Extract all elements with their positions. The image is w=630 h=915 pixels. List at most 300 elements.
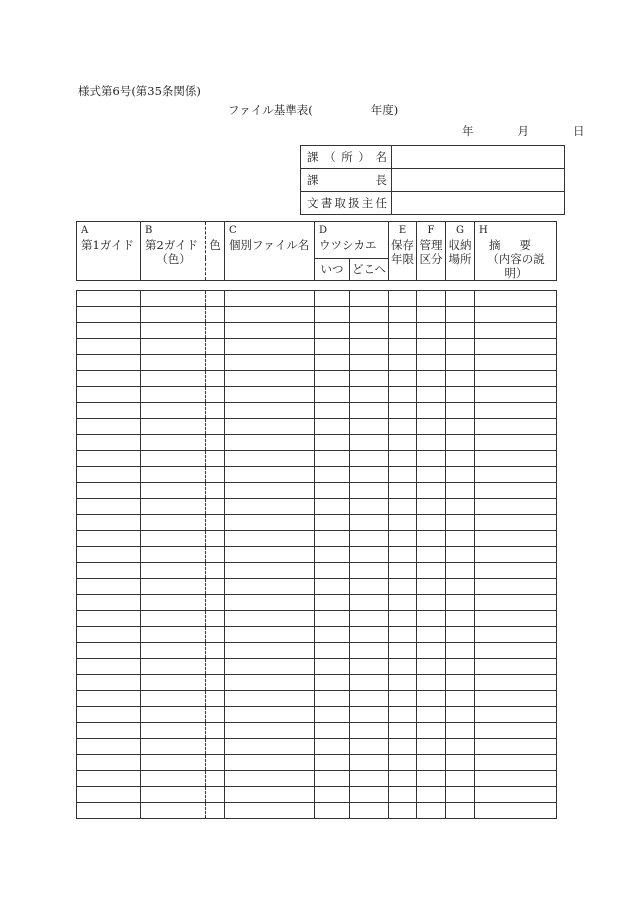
cell-col-h[interactable] (475, 675, 557, 691)
cell-col-f[interactable] (417, 355, 446, 371)
cell-col-a[interactable] (77, 755, 141, 771)
cell-col-d-where[interactable] (350, 627, 389, 643)
cell-col-c[interactable] (225, 659, 315, 675)
cell-col-e[interactable] (389, 595, 417, 611)
cell-col-b[interactable] (141, 515, 206, 531)
cell-col-color[interactable] (206, 595, 225, 611)
cell-col-color[interactable] (206, 691, 225, 707)
cell-col-color[interactable] (206, 787, 225, 803)
cell-col-f[interactable] (417, 755, 446, 771)
cell-col-d-where[interactable] (350, 355, 389, 371)
cell-col-f[interactable] (417, 643, 446, 659)
cell-col-c[interactable] (225, 387, 315, 403)
cell-col-c[interactable] (225, 339, 315, 355)
cell-col-f[interactable] (417, 323, 446, 339)
cell-col-h[interactable] (475, 803, 557, 819)
cell-col-c[interactable] (225, 691, 315, 707)
cell-col-h[interactable] (475, 771, 557, 787)
cell-col-e[interactable] (389, 451, 417, 467)
cell-col-d-where[interactable] (350, 739, 389, 755)
cell-col-d-where[interactable] (350, 483, 389, 499)
cell-col-a[interactable] (77, 467, 141, 483)
cell-col-h[interactable] (475, 659, 557, 675)
cell-col-b[interactable] (141, 659, 206, 675)
cell-col-b[interactable] (141, 547, 206, 563)
cell-col-g[interactable] (446, 595, 475, 611)
cell-col-d-when[interactable] (315, 467, 350, 483)
cell-col-d-where[interactable] (350, 339, 389, 355)
cell-col-color[interactable] (206, 371, 225, 387)
cell-col-d-when[interactable] (315, 531, 350, 547)
cell-col-e[interactable] (389, 307, 417, 323)
cell-col-c[interactable] (225, 611, 315, 627)
cell-col-a[interactable] (77, 803, 141, 819)
cell-col-g[interactable] (446, 371, 475, 387)
cell-col-g[interactable] (446, 499, 475, 515)
cell-col-g[interactable] (446, 675, 475, 691)
cell-col-e[interactable] (389, 435, 417, 451)
cell-col-d-where[interactable] (350, 307, 389, 323)
cell-col-d-when[interactable] (315, 611, 350, 627)
cell-col-e[interactable] (389, 659, 417, 675)
cell-col-b[interactable] (141, 403, 206, 419)
cell-col-c[interactable] (225, 515, 315, 531)
cell-col-h[interactable] (475, 515, 557, 531)
cell-col-c[interactable] (225, 403, 315, 419)
cell-col-b[interactable] (141, 611, 206, 627)
cell-col-color[interactable] (206, 307, 225, 323)
cell-col-color[interactable] (206, 355, 225, 371)
cell-col-d-when[interactable] (315, 707, 350, 723)
cell-col-g[interactable] (446, 531, 475, 547)
cell-col-c[interactable] (225, 547, 315, 563)
cell-col-b[interactable] (141, 755, 206, 771)
cell-col-h[interactable] (475, 467, 557, 483)
cell-col-d-when[interactable] (315, 483, 350, 499)
cell-col-d-where[interactable] (350, 579, 389, 595)
cell-col-f[interactable] (417, 419, 446, 435)
cell-col-b[interactable] (141, 627, 206, 643)
cell-col-g[interactable] (446, 803, 475, 819)
cell-col-a[interactable] (77, 355, 141, 371)
cell-col-e[interactable] (389, 675, 417, 691)
cell-col-d-when[interactable] (315, 627, 350, 643)
cell-col-e[interactable] (389, 531, 417, 547)
cell-col-a[interactable] (77, 435, 141, 451)
cell-col-color[interactable] (206, 531, 225, 547)
cell-col-g[interactable] (446, 643, 475, 659)
cell-col-f[interactable] (417, 547, 446, 563)
cell-col-color[interactable] (206, 659, 225, 675)
cell-col-a[interactable] (77, 339, 141, 355)
cell-col-e[interactable] (389, 611, 417, 627)
cell-col-d-where[interactable] (350, 675, 389, 691)
cell-col-color[interactable] (206, 515, 225, 531)
cell-col-f[interactable] (417, 771, 446, 787)
cell-col-c[interactable] (225, 499, 315, 515)
cell-col-b[interactable] (141, 467, 206, 483)
cell-col-c[interactable] (225, 531, 315, 547)
cell-col-b[interactable] (141, 387, 206, 403)
cell-col-h[interactable] (475, 563, 557, 579)
cell-col-c[interactable] (225, 771, 315, 787)
cell-col-f[interactable] (417, 339, 446, 355)
cell-col-d-where[interactable] (350, 323, 389, 339)
cell-col-d-where[interactable] (350, 659, 389, 675)
cell-col-d-when[interactable] (315, 579, 350, 595)
cell-col-d-when[interactable] (315, 355, 350, 371)
cell-col-c[interactable] (225, 595, 315, 611)
cell-col-color[interactable] (206, 467, 225, 483)
cell-col-a[interactable] (77, 643, 141, 659)
cell-col-d-where[interactable] (350, 803, 389, 819)
cell-col-e[interactable] (389, 419, 417, 435)
document-manager-field[interactable] (392, 192, 565, 215)
cell-col-f[interactable] (417, 659, 446, 675)
cell-col-d-where[interactable] (350, 403, 389, 419)
cell-col-h[interactable] (475, 691, 557, 707)
cell-col-a[interactable] (77, 499, 141, 515)
cell-col-f[interactable] (417, 307, 446, 323)
cell-col-b[interactable] (141, 707, 206, 723)
cell-col-e[interactable] (389, 403, 417, 419)
cell-col-d-when[interactable] (315, 323, 350, 339)
cell-col-g[interactable] (446, 691, 475, 707)
cell-col-c[interactable] (225, 307, 315, 323)
cell-col-d-when[interactable] (315, 739, 350, 755)
cell-col-d-where[interactable] (350, 723, 389, 739)
cell-col-color[interactable] (206, 643, 225, 659)
cell-col-e[interactable] (389, 691, 417, 707)
cell-col-d-when[interactable] (315, 291, 350, 307)
cell-col-h[interactable] (475, 339, 557, 355)
cell-col-color[interactable] (206, 739, 225, 755)
cell-col-f[interactable] (417, 595, 446, 611)
cell-col-a[interactable] (77, 291, 141, 307)
cell-col-b[interactable] (141, 595, 206, 611)
cell-col-h[interactable] (475, 387, 557, 403)
cell-col-color[interactable] (206, 723, 225, 739)
cell-col-a[interactable] (77, 531, 141, 547)
cell-col-f[interactable] (417, 675, 446, 691)
cell-col-f[interactable] (417, 483, 446, 499)
cell-col-a[interactable] (77, 691, 141, 707)
section-name-field[interactable] (392, 146, 565, 169)
cell-col-c[interactable] (225, 803, 315, 819)
cell-col-g[interactable] (446, 355, 475, 371)
cell-col-c[interactable] (225, 419, 315, 435)
cell-col-c[interactable] (225, 723, 315, 739)
cell-col-b[interactable] (141, 307, 206, 323)
cell-col-a[interactable] (77, 403, 141, 419)
cell-col-e[interactable] (389, 483, 417, 499)
cell-col-e[interactable] (389, 563, 417, 579)
cell-col-h[interactable] (475, 323, 557, 339)
cell-col-h[interactable] (475, 355, 557, 371)
cell-col-d-where[interactable] (350, 595, 389, 611)
cell-col-color[interactable] (206, 675, 225, 691)
cell-col-a[interactable] (77, 419, 141, 435)
cell-col-c[interactable] (225, 483, 315, 499)
cell-col-a[interactable] (77, 659, 141, 675)
cell-col-d-when[interactable] (315, 451, 350, 467)
cell-col-e[interactable] (389, 323, 417, 339)
cell-col-e[interactable] (389, 387, 417, 403)
cell-col-b[interactable] (141, 643, 206, 659)
cell-col-e[interactable] (389, 467, 417, 483)
cell-col-g[interactable] (446, 707, 475, 723)
cell-col-h[interactable] (475, 707, 557, 723)
cell-col-c[interactable] (225, 707, 315, 723)
cell-col-f[interactable] (417, 563, 446, 579)
cell-col-g[interactable] (446, 515, 475, 531)
cell-col-b[interactable] (141, 291, 206, 307)
cell-col-b[interactable] (141, 483, 206, 499)
cell-col-g[interactable] (446, 739, 475, 755)
cell-col-d-when[interactable] (315, 387, 350, 403)
cell-col-e[interactable] (389, 339, 417, 355)
cell-col-color[interactable] (206, 435, 225, 451)
cell-col-b[interactable] (141, 355, 206, 371)
cell-col-g[interactable] (446, 307, 475, 323)
cell-col-d-when[interactable] (315, 803, 350, 819)
cell-col-b[interactable] (141, 691, 206, 707)
cell-col-b[interactable] (141, 675, 206, 691)
cell-col-b[interactable] (141, 419, 206, 435)
cell-col-h[interactable] (475, 611, 557, 627)
cell-col-g[interactable] (446, 339, 475, 355)
cell-col-h[interactable] (475, 451, 557, 467)
cell-col-g[interactable] (446, 387, 475, 403)
cell-col-h[interactable] (475, 419, 557, 435)
cell-col-color[interactable] (206, 339, 225, 355)
cell-col-d-when[interactable] (315, 419, 350, 435)
cell-col-d-where[interactable] (350, 387, 389, 403)
cell-col-e[interactable] (389, 547, 417, 563)
cell-col-e[interactable] (389, 515, 417, 531)
cell-col-color[interactable] (206, 547, 225, 563)
cell-col-d-where[interactable] (350, 291, 389, 307)
cell-col-d-when[interactable] (315, 307, 350, 323)
cell-col-d-where[interactable] (350, 435, 389, 451)
cell-col-h[interactable] (475, 547, 557, 563)
cell-col-f[interactable] (417, 579, 446, 595)
cell-col-b[interactable] (141, 499, 206, 515)
cell-col-color[interactable] (206, 499, 225, 515)
cell-col-f[interactable] (417, 515, 446, 531)
cell-col-g[interactable] (446, 755, 475, 771)
cell-col-d-when[interactable] (315, 771, 350, 787)
cell-col-d-where[interactable] (350, 611, 389, 627)
cell-col-f[interactable] (417, 723, 446, 739)
cell-col-a[interactable] (77, 547, 141, 563)
cell-col-e[interactable] (389, 755, 417, 771)
cell-col-b[interactable] (141, 739, 206, 755)
cell-col-g[interactable] (446, 451, 475, 467)
cell-col-f[interactable] (417, 451, 446, 467)
cell-col-a[interactable] (77, 371, 141, 387)
cell-col-e[interactable] (389, 723, 417, 739)
cell-col-c[interactable] (225, 579, 315, 595)
cell-col-c[interactable] (225, 355, 315, 371)
cell-col-e[interactable] (389, 787, 417, 803)
cell-col-d-where[interactable] (350, 531, 389, 547)
cell-col-d-where[interactable] (350, 515, 389, 531)
cell-col-h[interactable] (475, 787, 557, 803)
cell-col-c[interactable] (225, 371, 315, 387)
cell-col-d-where[interactable] (350, 419, 389, 435)
cell-col-g[interactable] (446, 659, 475, 675)
cell-col-c[interactable] (225, 467, 315, 483)
cell-col-g[interactable] (446, 323, 475, 339)
cell-col-color[interactable] (206, 451, 225, 467)
cell-col-f[interactable] (417, 403, 446, 419)
cell-col-a[interactable] (77, 787, 141, 803)
cell-col-h[interactable] (475, 531, 557, 547)
cell-col-color[interactable] (206, 627, 225, 643)
cell-col-h[interactable] (475, 755, 557, 771)
cell-col-h[interactable] (475, 579, 557, 595)
cell-col-h[interactable] (475, 307, 557, 323)
cell-col-color[interactable] (206, 419, 225, 435)
cell-col-c[interactable] (225, 675, 315, 691)
cell-col-h[interactable] (475, 483, 557, 499)
cell-col-d-where[interactable] (350, 787, 389, 803)
cell-col-color[interactable] (206, 755, 225, 771)
cell-col-color[interactable] (206, 291, 225, 307)
cell-col-d-where[interactable] (350, 547, 389, 563)
cell-col-d-where[interactable] (350, 691, 389, 707)
cell-col-g[interactable] (446, 579, 475, 595)
cell-col-d-when[interactable] (315, 339, 350, 355)
cell-col-b[interactable] (141, 371, 206, 387)
cell-col-c[interactable] (225, 627, 315, 643)
cell-col-g[interactable] (446, 723, 475, 739)
cell-col-a[interactable] (77, 627, 141, 643)
cell-col-c[interactable] (225, 755, 315, 771)
cell-col-e[interactable] (389, 771, 417, 787)
cell-col-color[interactable] (206, 403, 225, 419)
cell-col-e[interactable] (389, 579, 417, 595)
cell-col-h[interactable] (475, 643, 557, 659)
cell-col-d-where[interactable] (350, 707, 389, 723)
cell-col-a[interactable] (77, 483, 141, 499)
cell-col-h[interactable] (475, 435, 557, 451)
cell-col-g[interactable] (446, 403, 475, 419)
cell-col-color[interactable] (206, 563, 225, 579)
cell-col-d-when[interactable] (315, 595, 350, 611)
cell-col-d-when[interactable] (315, 675, 350, 691)
cell-col-d-when[interactable] (315, 403, 350, 419)
cell-col-d-when[interactable] (315, 659, 350, 675)
cell-col-f[interactable] (417, 787, 446, 803)
cell-col-d-where[interactable] (350, 643, 389, 659)
cell-col-d-where[interactable] (350, 499, 389, 515)
cell-col-a[interactable] (77, 323, 141, 339)
cell-col-a[interactable] (77, 739, 141, 755)
cell-col-h[interactable] (475, 403, 557, 419)
cell-col-a[interactable] (77, 675, 141, 691)
cell-col-a[interactable] (77, 451, 141, 467)
cell-col-g[interactable] (446, 563, 475, 579)
cell-col-h[interactable] (475, 291, 557, 307)
cell-col-d-when[interactable] (315, 499, 350, 515)
cell-col-color[interactable] (206, 771, 225, 787)
cell-col-g[interactable] (446, 771, 475, 787)
cell-col-b[interactable] (141, 339, 206, 355)
cell-col-a[interactable] (77, 579, 141, 595)
cell-col-f[interactable] (417, 739, 446, 755)
cell-col-color[interactable] (206, 387, 225, 403)
cell-col-g[interactable] (446, 611, 475, 627)
cell-col-c[interactable] (225, 323, 315, 339)
cell-col-d-when[interactable] (315, 547, 350, 563)
cell-col-c[interactable] (225, 787, 315, 803)
cell-col-c[interactable] (225, 291, 315, 307)
cell-col-d-when[interactable] (315, 515, 350, 531)
cell-col-d-when[interactable] (315, 643, 350, 659)
cell-col-f[interactable] (417, 291, 446, 307)
cell-col-f[interactable] (417, 707, 446, 723)
cell-col-b[interactable] (141, 451, 206, 467)
cell-col-g[interactable] (446, 547, 475, 563)
cell-col-a[interactable] (77, 307, 141, 323)
cell-col-f[interactable] (417, 611, 446, 627)
cell-col-b[interactable] (141, 323, 206, 339)
cell-col-f[interactable] (417, 467, 446, 483)
cell-col-c[interactable] (225, 643, 315, 659)
cell-col-a[interactable] (77, 387, 141, 403)
cell-col-e[interactable] (389, 643, 417, 659)
cell-col-color[interactable] (206, 611, 225, 627)
cell-col-d-when[interactable] (315, 435, 350, 451)
cell-col-b[interactable] (141, 563, 206, 579)
cell-col-f[interactable] (417, 691, 446, 707)
cell-col-h[interactable] (475, 499, 557, 515)
cell-col-c[interactable] (225, 563, 315, 579)
cell-col-color[interactable] (206, 803, 225, 819)
cell-col-color[interactable] (206, 483, 225, 499)
cell-col-d-where[interactable] (350, 467, 389, 483)
cell-col-f[interactable] (417, 499, 446, 515)
cell-col-e[interactable] (389, 291, 417, 307)
cell-col-b[interactable] (141, 771, 206, 787)
section-chief-field[interactable] (392, 169, 565, 192)
cell-col-b[interactable] (141, 435, 206, 451)
cell-col-color[interactable] (206, 323, 225, 339)
cell-col-a[interactable] (77, 723, 141, 739)
cell-col-a[interactable] (77, 595, 141, 611)
cell-col-g[interactable] (446, 787, 475, 803)
cell-col-d-when[interactable] (315, 787, 350, 803)
cell-col-g[interactable] (446, 291, 475, 307)
cell-col-b[interactable] (141, 803, 206, 819)
cell-col-d-where[interactable] (350, 451, 389, 467)
cell-col-f[interactable] (417, 531, 446, 547)
cell-col-g[interactable] (446, 467, 475, 483)
cell-col-h[interactable] (475, 627, 557, 643)
cell-col-b[interactable] (141, 787, 206, 803)
cell-col-g[interactable] (446, 435, 475, 451)
cell-col-b[interactable] (141, 531, 206, 547)
cell-col-h[interactable] (475, 595, 557, 611)
cell-col-color[interactable] (206, 579, 225, 595)
cell-col-d-where[interactable] (350, 371, 389, 387)
cell-col-d-when[interactable] (315, 563, 350, 579)
cell-col-e[interactable] (389, 739, 417, 755)
cell-col-c[interactable] (225, 739, 315, 755)
cell-col-c[interactable] (225, 451, 315, 467)
